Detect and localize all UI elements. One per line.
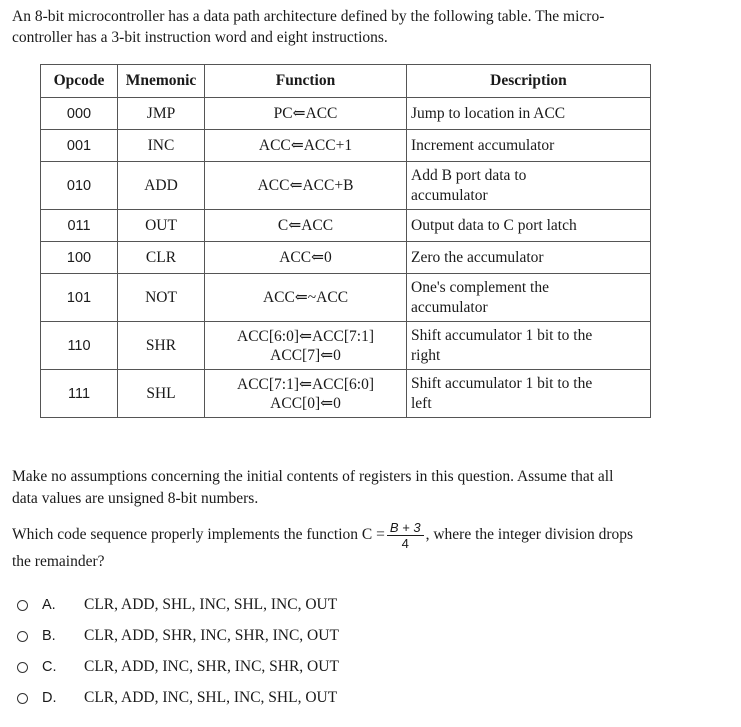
function-line: ACC⇐0 [279, 249, 332, 266]
option-text: CLR, ADD, INC, SHR, INC, SHR, OUT [84, 658, 339, 675]
mnemonic-cell: JMP [118, 98, 205, 130]
description-cell [407, 242, 651, 274]
description-cell [407, 162, 651, 210]
description-cell [407, 322, 651, 370]
instruction-table [40, 64, 651, 418]
description-line: Add B port data to [411, 166, 527, 184]
answer-option-d[interactable] [12, 686, 337, 710]
table-row [41, 242, 651, 274]
header-mnemonic: Mnemonic [118, 65, 205, 98]
intro-line: controller has a 3-bit instruction word and eight instructions. [12, 29, 388, 46]
table-header-row [41, 65, 651, 98]
function-cell [205, 162, 407, 210]
radio-icon[interactable] [17, 631, 28, 642]
function-cell [205, 210, 407, 242]
function-line: ACC⇐ACC+B [257, 177, 354, 194]
option-letter: C. [42, 659, 57, 675]
question-suffix: , where the integer division drops [425, 526, 634, 544]
table-row [41, 130, 651, 162]
function-line: PC⇐ACC [273, 105, 338, 122]
function-cell [205, 130, 407, 162]
question-prefix: Which code sequence properly implements the function C = [12, 526, 385, 544]
opcode-cell: 110 [41, 322, 118, 370]
option-letter: D. [42, 690, 57, 706]
assumptions-line: Make no assumptions concerning the initial contents of registers in this question. Assume that all [12, 468, 614, 485]
header-function: Function [205, 65, 407, 98]
intro-line: An 8-bit microcontroller has a data path architecture defined by the following table. The micro- [12, 8, 605, 25]
question-line-2: the remainder? [12, 553, 105, 570]
description-line: Increment accumulator [411, 136, 555, 154]
option-text: CLR, ADD, SHR, INC, SHR, INC, OUT [84, 627, 339, 644]
table-row [41, 162, 651, 210]
description-cell [407, 210, 651, 242]
description-line: One's complement the [411, 278, 549, 296]
function-line: ACC[6:0]⇐ACC[7:1] [237, 327, 374, 345]
description-line: Output data to C port latch [411, 216, 577, 234]
function-line: ACC⇐~ACC [262, 289, 349, 306]
answer-option-b[interactable] [12, 624, 339, 648]
header-description: Description [407, 65, 651, 98]
question-paragraph [12, 520, 732, 573]
function-cell [205, 370, 407, 418]
function-cell [205, 322, 407, 370]
description-cell [407, 98, 651, 130]
answer-option-a[interactable] [12, 593, 337, 617]
table-row [41, 322, 651, 370]
description-line: accumulator [411, 186, 488, 204]
mnemonic-cell: SHL [118, 370, 205, 418]
table-row [41, 98, 651, 130]
opcode-cell: 001 [41, 130, 118, 162]
function-line: ACC[7:1]⇐ACC[6:0] [237, 375, 374, 393]
answer-option-c[interactable] [12, 655, 339, 679]
function-line: ACC[7]⇐0 [270, 346, 341, 364]
radio-icon[interactable] [17, 600, 28, 611]
description-cell [407, 370, 651, 418]
description-cell [407, 130, 651, 162]
mnemonic-cell: SHR [118, 322, 205, 370]
table-row [41, 370, 651, 418]
description-line: Zero the accumulator [411, 248, 544, 266]
description-cell [407, 274, 651, 322]
option-text: CLR, ADD, INC, SHL, INC, SHL, OUT [84, 689, 338, 706]
opcode-cell: 101 [41, 274, 118, 322]
function-line: ACC⇐ACC+1 [258, 137, 353, 154]
radio-icon[interactable] [17, 693, 28, 704]
radio-icon[interactable] [17, 662, 28, 673]
description-line: Shift accumulator 1 bit to the [411, 374, 593, 392]
option-letter: B. [42, 628, 56, 644]
header-opcode: Opcode [41, 65, 118, 98]
description-line: Shift accumulator 1 bit to the [411, 326, 593, 344]
mnemonic-cell: NOT [118, 274, 205, 322]
question-line [12, 520, 732, 551]
function-cell [205, 274, 407, 322]
opcode-cell: 111 [41, 370, 118, 418]
description-line: accumulator [411, 298, 488, 316]
mnemonic-cell: OUT [118, 210, 205, 242]
opcode-cell: 000 [41, 98, 118, 130]
function-cell [205, 242, 407, 274]
description-line: Jump to location in ACC [411, 104, 566, 122]
mnemonic-cell: ADD [118, 162, 205, 210]
formula-fraction [387, 520, 424, 551]
fraction-denominator: 4 [401, 536, 409, 551]
assumptions-line: data values are unsigned 8-bit numbers. [12, 490, 259, 507]
function-line: C⇐ACC [277, 217, 334, 234]
description-line: right [411, 346, 441, 364]
opcode-cell: 010 [41, 162, 118, 210]
description-line: left [411, 394, 432, 412]
assumptions-paragraph [12, 466, 732, 510]
fraction-numerator: B + 3 [387, 520, 424, 536]
table-row [41, 274, 651, 322]
opcode-cell: 011 [41, 210, 118, 242]
function-line: ACC[0]⇐0 [270, 394, 341, 412]
option-letter: A. [42, 597, 56, 613]
option-text: CLR, ADD, SHL, INC, SHL, INC, OUT [84, 596, 338, 613]
function-cell [205, 98, 407, 130]
mnemonic-cell: INC [118, 130, 205, 162]
intro-paragraph [12, 6, 727, 48]
opcode-cell: 100 [41, 242, 118, 274]
table-row [41, 210, 651, 242]
mnemonic-cell: CLR [118, 242, 205, 274]
